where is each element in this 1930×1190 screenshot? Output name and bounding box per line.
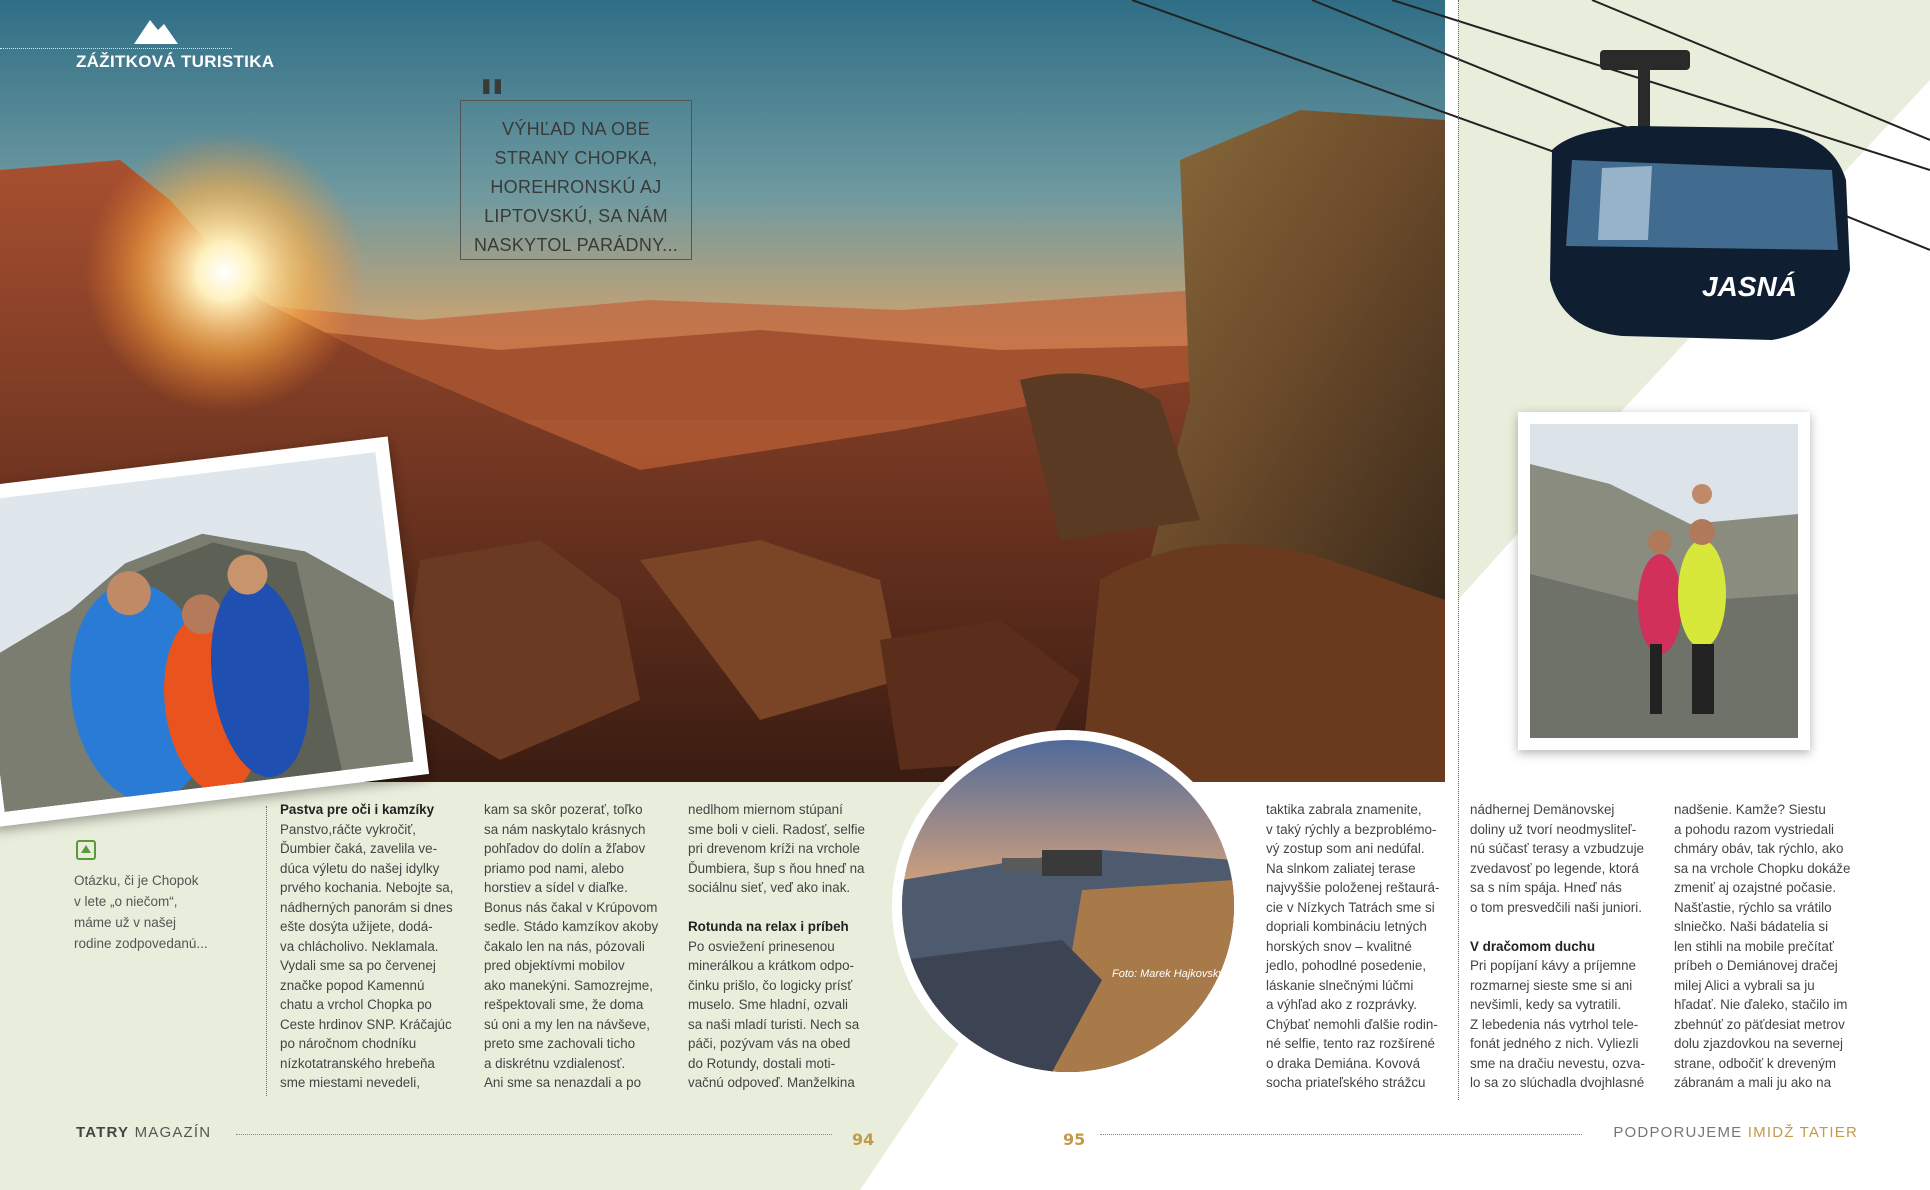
column-line: ako manekýni. Samozrejme, [484,977,653,993]
column-line: Našťastie, rýchlo sa vrátilo [1674,899,1832,915]
column-divider [266,806,267,1096]
column-line: a diskrétnu vzdialenosť. [484,1055,626,1071]
column-line: Ani sme sa nenazdali a po [484,1075,642,1090]
footer-slogan [1613,1124,1858,1141]
column-line: značke popod Kamennú [280,977,425,993]
slogan-text: PODPORUJEME [1613,1124,1748,1141]
column-line: zábranám a mali ju ako na [1674,1075,1832,1090]
column-line: va chlácholivo. Neklamala. [280,938,439,954]
column-line: Panstvo,ráčte vykročiť, [280,821,416,837]
column-line: doliny už tvorí neodmysliteľ- [1470,821,1637,837]
column-line: Bonus nás čakal v Krúpovom [484,899,658,915]
footer-dotted-rule-left [236,1134,832,1135]
column-line: hľadať. Nie ďaleko, stačilo im [1674,997,1848,1012]
column-line: Ceste hrdinov SNP. Kráčajúc [280,1016,452,1032]
quote-mark-icon: " [478,68,507,132]
column-line: pohľadov do dolín a žľabov [484,841,646,856]
column-line: najvyššie položenej reštaurá- [1266,880,1440,895]
column-line: Ďumbiera, šup s ňou hneď na [688,860,865,876]
column-line: dúca výletu do našej idylky [280,860,440,876]
column-line: horstiev a sídel v diaľke. [484,880,628,895]
column-line: sú oni a my len na návševe, [484,1016,650,1032]
column-line: činku prišlo, čo logicky prísť [688,977,853,993]
column-line: prvého kochania. Nebojte sa, [280,880,454,895]
article-column-5 [1470,800,1645,1093]
column-line: taktika zabrala znamenite, [1266,802,1422,817]
column-line: sme miestami nevedeli, [280,1075,420,1090]
column-line: zmeniť aj ozajstné počasie. [1674,880,1837,895]
footer-dotted-rule-right [1100,1134,1582,1135]
gondola-label: JASNÁ [1702,271,1797,302]
column-line: príbeh o Demiánovej dračej [1674,958,1838,973]
quote-line: HOREHRONSKÚ AJ [490,177,662,197]
page-number-left: 94 [852,1130,875,1149]
page-gutter-divider [1458,0,1459,1100]
column-line: kam sa skôr pozerať, toľko [484,802,643,817]
photo-credit: Foto: Marek Hajkovský [1112,968,1224,980]
column-line: nadšenie. Kamže? Siestu [1674,802,1826,817]
column-line: dopriali kombináciu letných [1266,919,1427,934]
column-line: v taký rýchly a bezproblémo- [1266,821,1437,837]
column-line: cie v Nízkych Tatrách sme si [1266,899,1435,915]
sidebar-line: rodine zodpovedanú... [74,936,208,951]
column-line: zvedavosť po legende, ktorá [1470,860,1639,876]
article-column-2 [484,800,658,1093]
quote-line: NASKYTOL PARÁDNY... [473,235,679,255]
column-line: Na slnkom zaliatej terase [1266,860,1416,876]
column-line: nedlhom miernom stúpaní [688,802,843,817]
brand-bold: TATRY [76,1124,130,1141]
column-line: dolu zjazdovkou na severnej [1674,1036,1843,1051]
column-line: muselo. Sme hladní, ozvali [688,997,849,1012]
column-line: sa nám naskytalo krásnych [484,821,646,837]
column-line: priamo pod nami, alebo [484,860,624,876]
column-line: Ďumbier čaká, zavelila ve- [280,841,438,856]
column-line: čakalo len na nás, pózovali [484,938,645,954]
rotunda-circle-photo [892,730,1244,1082]
quote-line: LIPTOVSKÚ, SA NÁM [484,206,668,226]
magazine-brand [76,1124,211,1141]
column-heading: Rotunda na relax i príbeh [688,919,849,934]
column-line: milej Alici a vybrali sa ju [1674,977,1815,993]
quote-line: VÝHĽAD NA OBE [502,119,650,139]
column-line: Chýbať nemohli ďalšie rodin- [1266,1016,1438,1032]
article-column-6 [1674,800,1850,1093]
brand-rest: MAGAZÍN [129,1124,212,1141]
sidebar-line: Otázku, či je Chopok [74,873,199,888]
column-line: pri drevenom kríži na vrchole [688,841,860,856]
column-line: Z lebedenia nás vytrhol tele- [1470,1016,1639,1032]
column-line: o draka Demiána. Kovová [1266,1055,1421,1071]
logo-dotted-rule [0,48,232,49]
column-heading: V dračomom duchu [1470,938,1595,954]
column-line: sociálnu sieť, veď ako inak. [688,880,851,895]
column-line: Po osviežení prinesenou [688,938,835,954]
column-line: preto sme zachovali ticho [484,1036,636,1051]
column-line: páči, pozývam vás na obed [688,1036,851,1051]
column-line: a výhľad ako z rozprávky. [1266,997,1418,1012]
column-line: o tom presvedčili naši juniori. [1470,899,1642,915]
article-column-3 [688,800,865,1093]
column-heading: Pastva pre oči i kamzíky [280,802,435,817]
column-line: fonát jedného z nich. Vyliezli [1470,1036,1639,1051]
column-line: láskanie slnečnými lúčmi [1266,977,1414,993]
column-line: lo sa zo slúchadla dvojhlasné [1470,1075,1645,1090]
column-line: socha priateľského strážcu [1266,1075,1426,1090]
column-line: slniečko. Naši bádatelia si [1674,919,1829,934]
sidebar-line: máme už v našej [74,915,177,930]
column-line: len stihli na mobile prečítať [1674,938,1834,954]
arrow-up-box-icon [76,840,96,860]
column-line: né selfie, tento raz rozšírené [1266,1036,1435,1051]
column-line: sa s ním spája. Hneď nás [1470,880,1622,895]
column-line: horských snov – kvalitné [1266,938,1412,954]
column-line: sedle. Stádo kamzíkov akoby [484,919,659,934]
column-line: vačnú odpoveď. Manželkina [688,1075,855,1090]
mountain-logo-icon [72,14,242,84]
column-line: jedlo, pohodlné posedenie, [1266,958,1427,973]
column-line: vý zostup som ani nedúfal. [1266,841,1425,856]
column-line: po náročnom chodníku [280,1036,417,1051]
slogan-highlight: IMIDŽ TATIER [1747,1124,1858,1141]
sidebar-line: v lete „o niečom“, [74,894,178,909]
pull-quote [460,100,692,260]
column-line: nádherných panorám si dnes [280,899,453,915]
column-line: sa naši mladí turisti. Nech sa [688,1016,860,1032]
selfie-family-photo [0,436,429,827]
family-rocks-photo [1518,412,1810,750]
column-line: sa na vrchole Chopku dokáže [1674,860,1851,876]
article-column-1 [280,800,453,1093]
page-number-right: 95 [1063,1130,1086,1149]
sidebar-teaser [74,870,208,954]
column-line: nádhernej Demänovskej [1470,802,1615,817]
article-column-4 [1266,800,1439,1093]
column-line: Vydali sme sa po červenej [280,958,436,973]
column-line [1470,917,1645,937]
column-line: minerálkou a krátkom odpo- [688,958,854,973]
column-line: nú súčasť terasy a vzbudzuje [1470,841,1644,856]
column-line: sme na dračiu nevestu, ozva- [1470,1055,1645,1071]
cable-car-gondola-image [1132,0,1930,360]
column-line [688,898,865,918]
column-line: nevšimli, kedy sa vytratili. [1470,997,1622,1012]
column-line: nízkotatranského hrebeňa [280,1055,435,1071]
quote-line: STRANY CHOPKA, [494,148,658,168]
column-line: strane, odbočiť k dreveným [1674,1055,1837,1071]
column-line: sme boli v cieli. Radosť, selfie [688,821,865,837]
column-line: rozmarnej sieste sme si ani [1470,977,1633,993]
section-label: ZÁŽITKOVÁ TURISTIKA [76,52,275,71]
column-line: a pohodu razom vystriedali [1674,821,1835,837]
column-line: ešte dosýta užijete, dodá- [280,919,433,934]
column-line: rešpektovali sme, že doma [484,997,644,1012]
column-line: chmáry obáv, tak rýchlo, ako [1674,841,1844,856]
column-line: do Rotundy, dostali moti- [688,1055,836,1071]
column-line: Pri popíjaní kávy a príjemne [1470,958,1636,973]
column-line: chatu a vrchol Chopka po [280,997,432,1012]
column-line: pred objektívmi mobilov [484,958,625,973]
column-line: zbehnúť zo päťdesiat metrov [1674,1016,1845,1032]
